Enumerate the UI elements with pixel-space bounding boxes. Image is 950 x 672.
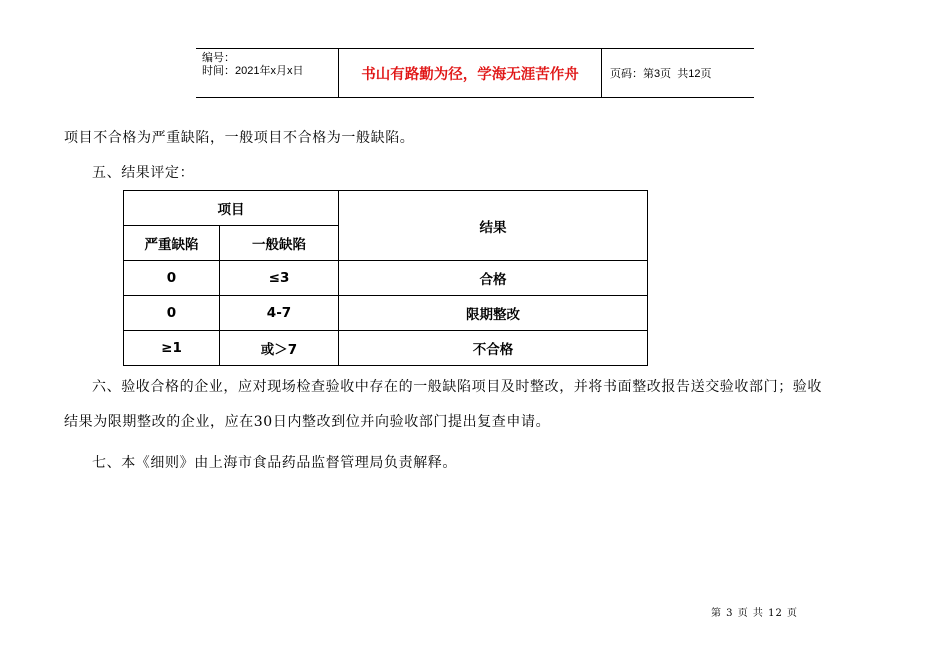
- cell-general: 或＞7: [220, 331, 339, 366]
- paragraph-interpretation: 七、本《细则》由上海市食品药品监督管理局负责解释。: [92, 455, 457, 471]
- table-header-row: [124, 191, 648, 226]
- table-row: [124, 296, 648, 331]
- cell-general: 4-7: [220, 296, 339, 331]
- header-page-label: 页码：第3页 共12页: [610, 68, 712, 80]
- result-table: [123, 190, 648, 366]
- header-motto: 书山有路勤为径，学海无涯苦作舟: [338, 49, 602, 97]
- page-footer: 第 3 页 共 12 页: [711, 608, 798, 619]
- cell-serious: 0: [124, 296, 220, 331]
- table-header-item: 项目: [124, 191, 339, 226]
- paragraph-acceptance-line1: 六、验收合格的企业，应对现场检查验收中存在的一般缺陷项目及时整改，并将书面整改报告送交验收部门；验收: [92, 379, 822, 395]
- table-row: [124, 331, 648, 366]
- header-number-label: 编号：: [202, 52, 235, 64]
- paragraph-acceptance-line2: 结果为限期整改的企业，应在30日内整改到位并向验收部门提出复查申请。: [64, 414, 551, 430]
- table-row: [124, 261, 648, 296]
- cell-result: 合格: [339, 261, 648, 296]
- header-left-cell: [196, 49, 338, 97]
- header-page-cell: [602, 49, 754, 97]
- cell-general: ≤3: [220, 261, 339, 296]
- table-col-serious: 严重缺陷: [124, 226, 220, 261]
- cell-serious: ≥1: [124, 331, 220, 366]
- paragraph-defect-definition: 项目不合格为严重缺陷，一般项目不合格为一般缺陷。: [64, 130, 415, 146]
- header-time-label: 时间：2021年x月x日: [202, 65, 304, 77]
- section-heading-result: 五、结果评定：: [92, 165, 195, 181]
- table-header-result: 结果: [339, 191, 648, 261]
- cell-result: 不合格: [339, 331, 648, 366]
- cell-result: 限期整改: [339, 296, 648, 331]
- cell-serious: 0: [124, 261, 220, 296]
- table-col-general: 一般缺陷: [220, 226, 339, 261]
- page-header: [196, 48, 754, 98]
